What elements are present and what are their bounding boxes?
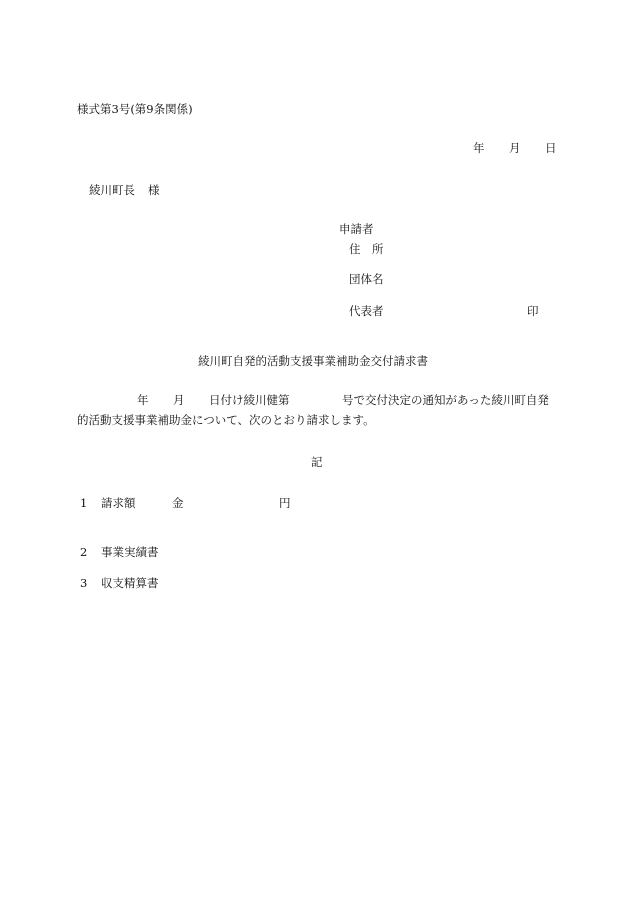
document-title: 綾川町自発的活動支援事業補助金交付請求書	[198, 354, 428, 368]
date-year-label: 年	[473, 141, 485, 155]
item-1-amount-prefix: 金	[172, 496, 184, 510]
applicant-representative-label: 代表者	[349, 304, 384, 318]
addressee-honorific: 様	[148, 183, 160, 197]
item-1-number: 1	[80, 496, 88, 510]
item-3-number: 3	[80, 576, 88, 590]
applicant-group-name-label: 団体名	[349, 272, 384, 286]
date-month-label: 月	[509, 141, 521, 155]
body-line1-rest: 号で交付決定の通知があった綾川町自発	[342, 393, 549, 407]
seal-mark: 印	[527, 304, 539, 318]
item-1-label: 請求額	[101, 496, 136, 510]
applicant-address-label: 住 所	[349, 242, 384, 256]
applicant-heading: 申請者	[339, 222, 374, 236]
item-3-label: 収支精算書	[101, 576, 159, 590]
item-1-amount-suffix: 円	[279, 496, 291, 510]
body-line2: 的活動支援事業補助金について、次のとおり請求します。	[77, 413, 375, 427]
item-2-label: 事業実績書	[101, 545, 159, 559]
item-2-number: 2	[80, 545, 88, 559]
form-number: 様式第3号(第9条関係)	[77, 102, 193, 116]
addressee-name: 綾川町長	[89, 183, 135, 197]
body-month-label: 月	[173, 393, 185, 407]
ki-mark: 記	[311, 455, 323, 469]
body-date-ref: 日付け綾川健第	[209, 393, 290, 407]
body-year-label: 年	[137, 393, 149, 407]
date-day-label: 日	[545, 141, 557, 155]
